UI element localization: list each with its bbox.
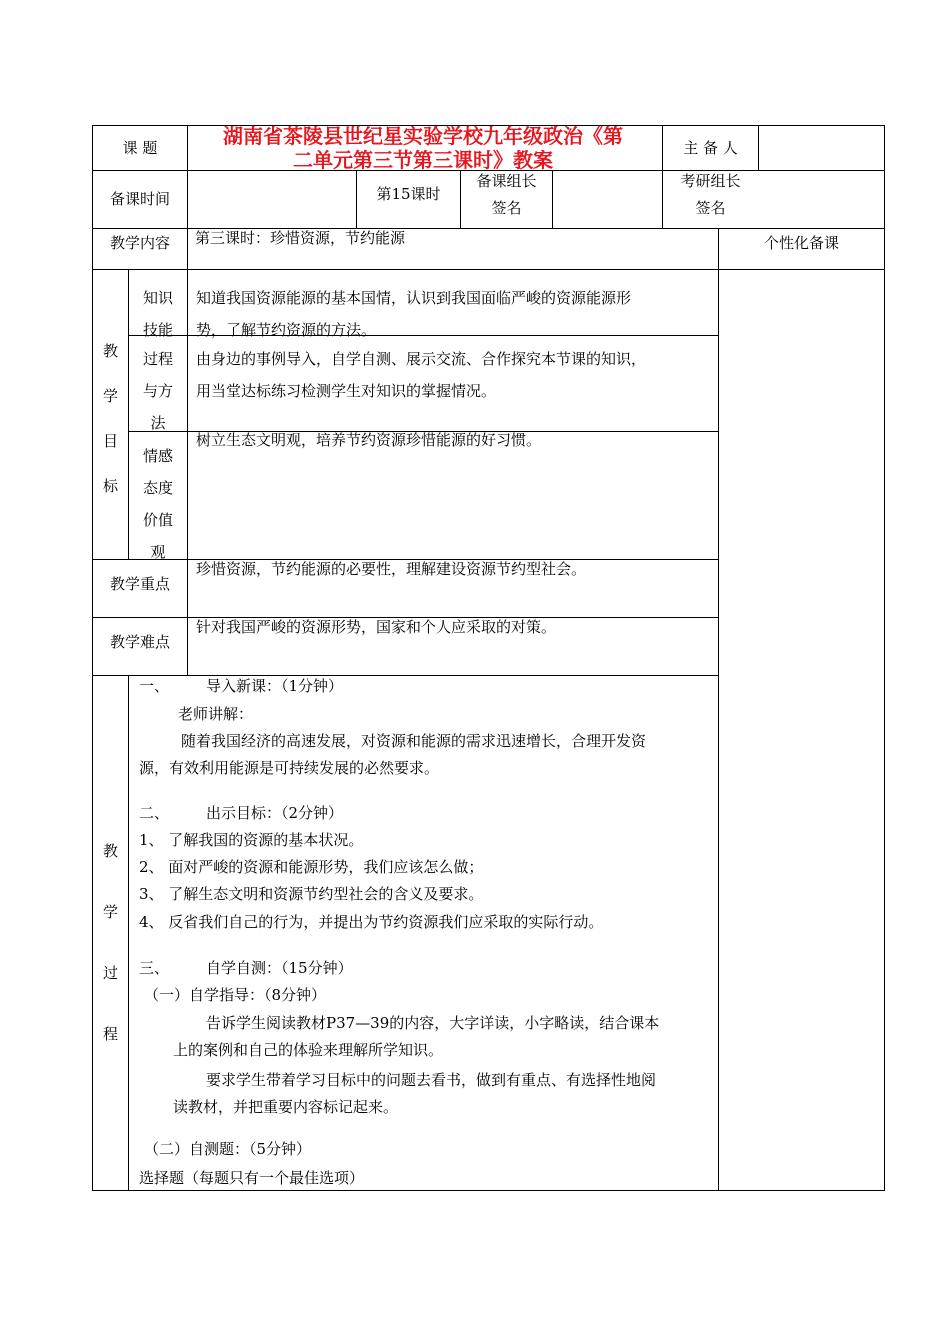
research-leader-sign-line2: 签名	[695, 199, 726, 217]
process-char: 教	[102, 842, 118, 860]
lesson-number: 第15课时	[376, 185, 441, 203]
section-3-sub2-note: 选择题（每题只有一个最佳选项）	[139, 1169, 365, 1187]
prep-time-label: 备课时间	[109, 190, 170, 208]
section-3-para1-line1: 告诉学生阅读教材P37—39的内容，大字详读，小字略读，结合课本	[206, 1014, 660, 1032]
goal-item-1: 1、 了解我国的资源的基本状况。	[139, 831, 364, 849]
key-points-label: 教学重点	[109, 575, 170, 593]
process-char: 学	[102, 903, 118, 921]
label-line: 知识	[142, 289, 173, 307]
text-line: 知道我国资源能源的基本国情，认识到我国面临严峻的资源能源形	[196, 289, 632, 307]
group-leader-sign-line1: 备课组长	[476, 172, 537, 190]
goal-item-4: 4、 反省我们自己的行为，并提出为节约资源我们应采取的实际行动。	[139, 913, 604, 931]
label-line: 价值	[142, 511, 173, 529]
teaching-process-label	[93, 821, 128, 1065]
process-method-text	[196, 343, 646, 407]
difficulties-label: 教学难点	[109, 633, 170, 651]
text-line: 势，了解节约资源的方法。	[196, 321, 377, 339]
goal-item-2: 2、 面对严峻的资源和能源形势，我们应该怎么做；	[139, 858, 484, 876]
section-3-sub1: （一）自学指导：（8分钟）	[144, 986, 327, 1004]
section-1-title: 导入新课：（1分钟）	[206, 677, 344, 695]
grid-line	[92, 269, 885, 270]
grid-line	[128, 675, 129, 1191]
section-1-subtitle: 老师讲解：	[178, 705, 254, 723]
teaching-goals-label	[93, 329, 128, 509]
grid-line	[187, 170, 188, 229]
goals-char: 教	[102, 342, 118, 360]
goals-char: 学	[102, 387, 118, 405]
section-3-number: 三、	[139, 959, 170, 977]
grid-line	[758, 125, 759, 171]
label-line: 法	[150, 414, 166, 432]
table-border-bottom	[92, 1190, 885, 1191]
process-method-label	[129, 343, 187, 439]
research-leader-sign-line1: 考研组长	[680, 172, 741, 190]
title-line-1: 湖南省茶陵县世纪星实验学校九年级政治《第	[223, 124, 623, 148]
section-2-title: 出示目标：（2分钟）	[206, 804, 344, 822]
label-line: 态度	[142, 479, 173, 497]
grid-line	[718, 228, 719, 1191]
text-line: 用当堂达标练习检测学生对知识的掌握情况。	[196, 382, 497, 400]
process-char: 程	[102, 1025, 118, 1043]
grid-line	[92, 675, 719, 676]
teaching-content-value: 第三课时：珍惜资源，节约能源	[195, 229, 406, 247]
section-3-para2-line1: 要求学生带着学习目标中的问题去看书，做到有重点、有选择性地阅	[206, 1071, 657, 1089]
section-3-para2-line2: 读教材，并把重要内容标记起来。	[173, 1098, 399, 1116]
emotion-attitude-label	[129, 440, 187, 568]
label-line: 观	[150, 543, 166, 561]
section-2-number: 二、	[139, 804, 170, 822]
grid-line	[552, 170, 553, 229]
section-1-paragraph-line2: 源，有效利用能源是可持续发展的必然要求。	[139, 759, 440, 777]
difficulties-text: 针对我国严峻的资源形势，国家和个人应采取的对策。	[196, 618, 557, 636]
section-3-title: 自学自测：（15分钟）	[206, 959, 353, 977]
teaching-content-label: 教学内容	[109, 234, 170, 252]
section-1-number: 一、	[139, 677, 170, 695]
table-border-right	[884, 125, 885, 1191]
goals-char: 目	[102, 432, 118, 450]
label-line: 技能	[142, 321, 173, 339]
grid-line	[187, 228, 188, 270]
key-points-text: 珍惜资源，节约能源的必要性，理解建设资源节约型社会。	[196, 560, 587, 578]
topic-label: 课 题	[122, 139, 158, 157]
goals-char: 标	[102, 477, 118, 495]
knowledge-skills-label	[129, 282, 187, 346]
group-leader-sign-line2: 签名	[491, 199, 522, 217]
title-line-2: 二单元第三节第三课时》教案	[293, 148, 553, 172]
goal-item-3: 3、 了解生态文明和资源节约型社会的含义及要求。	[139, 885, 484, 903]
process-char: 过	[102, 964, 118, 982]
section-3-sub2: （二）自测题：（5分钟）	[144, 1140, 312, 1158]
label-line: 过程	[142, 350, 173, 368]
label-line: 情感	[142, 447, 173, 465]
emotion-attitude-text: 树立生态文明观，培养节约资源珍惜能源的好习惯。	[196, 431, 542, 449]
personal-prep-label: 个性化备课	[763, 234, 839, 252]
section-3-para1-line2: 上的案例和自己的体验来理解所学知识。	[173, 1041, 444, 1059]
grid-line	[187, 269, 188, 560]
section-1-paragraph-line1: 随着我国经济的高速发展，对资源和能源的需求迅速增长，合理开发资	[181, 732, 647, 750]
label-line: 与方	[142, 382, 173, 400]
knowledge-skills-text	[196, 282, 631, 346]
preparer-label: 主 备 人	[683, 139, 738, 157]
document-title	[188, 124, 658, 172]
text-line: 由身边的事例导入，自学自测、展示交流、合作探究本节课的知识，	[196, 350, 647, 368]
